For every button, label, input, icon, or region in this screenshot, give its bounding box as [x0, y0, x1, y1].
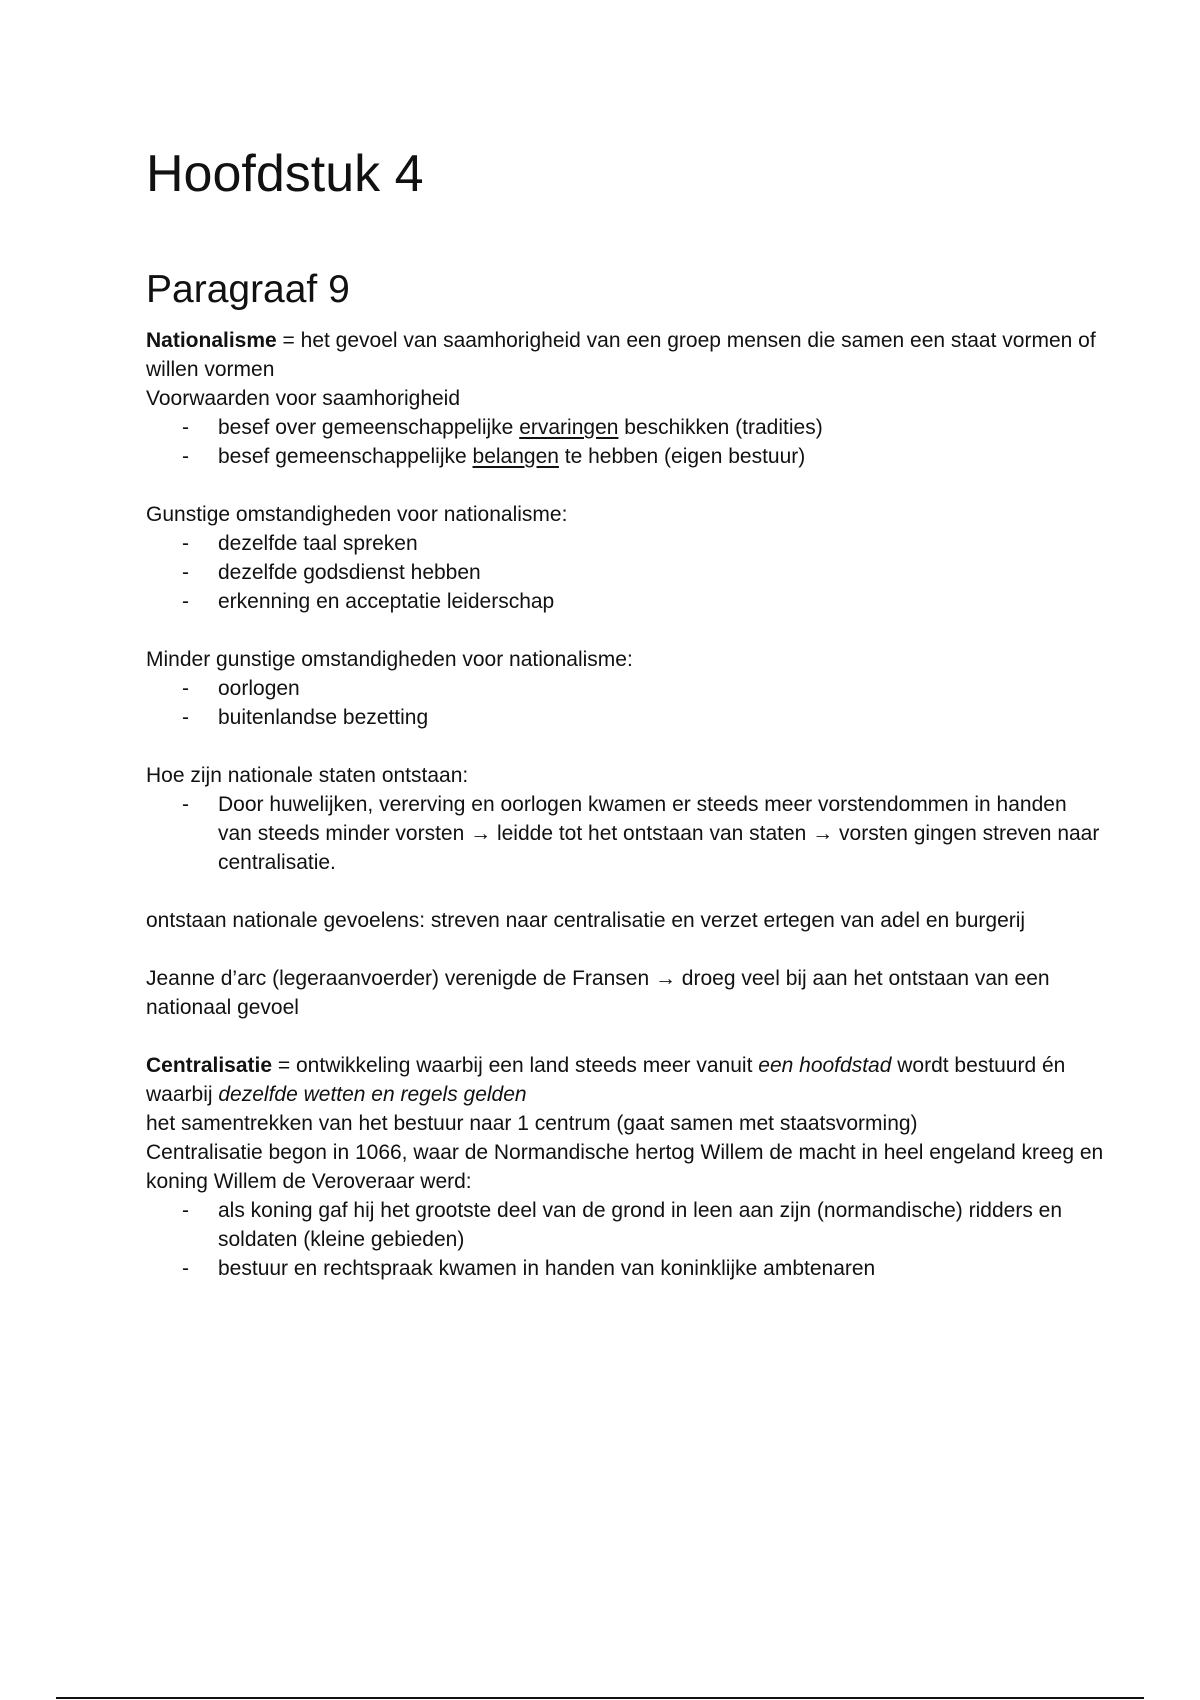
list-item: - besef over gemeenschappelijke ervaringen beschikken (tradities)	[146, 413, 1106, 442]
staten-list	[146, 790, 1106, 877]
nationalisme-term: Nationalisme	[146, 329, 277, 352]
document-body	[146, 326, 1106, 1283]
centralisatie-line: het samentrekken van het bestuur naar 1 centrum (gaat samen met staatsvorming)	[146, 1112, 918, 1135]
list-item: - Door huwelijken, vererving en oorlogen kwamen er steeds meer vorstendommen in handen van steeds minder vorsten → leidde tot het ontstaan van staten → vorsten gingen streven naar centralisatie.	[146, 790, 1106, 877]
gunstig-list	[146, 529, 1106, 616]
list-item: - erkenning en acceptatie leiderschap	[146, 587, 1106, 616]
staten-title: Hoe zijn nationale staten ontstaan:	[146, 764, 469, 787]
centralisatie-history: Centralisatie begon in 1066, waar de Normandische hertog Willem de macht in heel engeland kreeg en koning Willem de Veroveraar werd:	[146, 1141, 1104, 1193]
list-item: - als koning gaf hij het grootste deel van de grond in leen aan zijn (normandische) ridders en soldaten (kleine gebieden)	[146, 1196, 1106, 1254]
chapter-heading: Hoofdstuk 4	[146, 145, 424, 203]
nationalisme-definition	[146, 326, 1106, 384]
document-page	[146, 142, 1106, 1283]
italic-phrase: een hoofdstad	[758, 1054, 892, 1077]
minder-gunstig-title: Minder gunstige omstandigheden voor nationalisme:	[146, 648, 633, 671]
gevoelens-paragraph: ontstaan nationale gevoelens: streven naar centralisatie en verzet ertegen van adel en burgerij	[146, 909, 1026, 932]
spacer	[146, 1022, 1106, 1051]
list-item: - dezelfde taal spreken	[146, 529, 1106, 558]
section-heading: Paragraaf 9	[146, 268, 350, 311]
spacer	[146, 732, 1106, 761]
centralisatie-term: Centralisatie	[146, 1054, 273, 1077]
centralisatie-definition: Centralisatie = ontwikkeling waarbij een land steeds meer vanuit een hoofdstad wordt bestuurd én waarbij dezelfde wetten en regels gelden	[146, 1054, 1066, 1106]
centralisatie-list	[146, 1196, 1106, 1283]
minder-gunstig-list	[146, 674, 1106, 732]
nationalisme-definition-text: = het gevoel van saamhorigheid van een groep mensen die samen een staat vormen of willen vormen	[146, 329, 1096, 381]
spacer	[146, 471, 1106, 500]
jeanne-paragraph: Jeanne d’arc (legeraanvoerder) verenigde de Fransen → droeg veel bij aan het ontstaan van een nationaal gevoel	[146, 967, 1050, 1019]
spacer	[146, 616, 1106, 645]
spacer	[146, 877, 1106, 906]
list-item: - dezelfde godsdienst hebben	[146, 558, 1106, 587]
bottom-divider	[56, 1697, 1144, 1699]
italic-phrase: dezelfde wetten en regels gelden	[218, 1083, 527, 1106]
gunstig-title: Gunstige omstandigheden voor nationalisme:	[146, 503, 568, 526]
list-item: - bestuur en rechtspraak kwamen in handen van koninklijke ambtenaren	[146, 1254, 1106, 1283]
voorwaarden-list	[146, 413, 1106, 471]
list-item: - oorlogen	[146, 674, 1106, 703]
spacer	[146, 935, 1106, 964]
underlined-term: ervaringen	[519, 416, 619, 439]
list-item: - besef gemeenschappelijke belangen te hebben (eigen bestuur)	[146, 442, 1106, 471]
voorwaarden-title: Voorwaarden voor saamhorigheid	[146, 387, 461, 410]
underlined-term: belangen	[472, 445, 559, 468]
list-item: - buitenlandse bezetting	[146, 703, 1106, 732]
